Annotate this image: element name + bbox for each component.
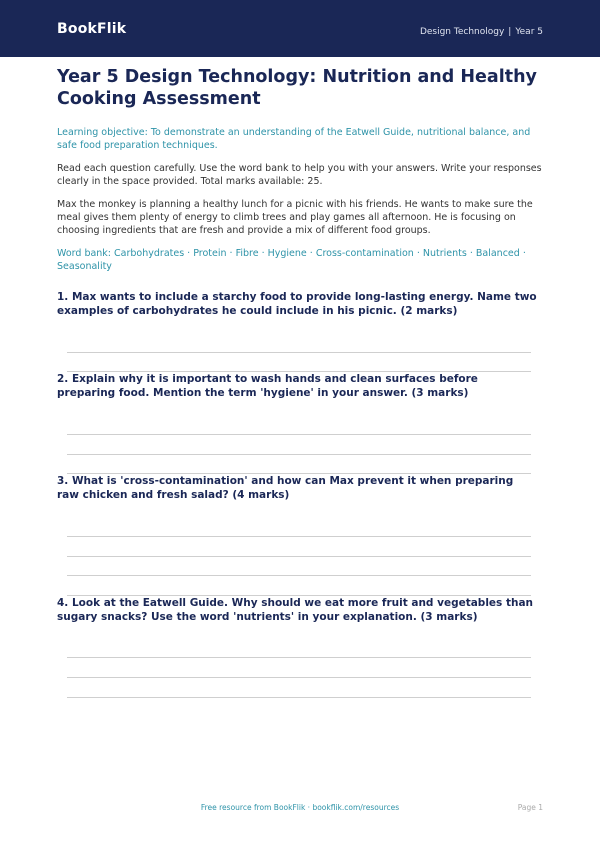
instructions-text: Read each question carefully. Use the word bank to help you with your answers. Write your responses clearly in the space provided. Total marks available: 25. bbox=[57, 163, 542, 187]
brand-logo: BookFlik bbox=[57, 21, 127, 37]
scenario-text: Max the monkey is planning a healthy lunch for a picnic with his friends. He wants to make sure the meal gives them plenty of energy to climb trees and play games all afternoon. He is focusing on choosing ingredients that are fresh and provide a mix of different food groups. bbox=[57, 199, 533, 236]
learning-objective: Learning objective: To demonstrate an understanding of the Eatwell Guide, nutritional balance, and safe food preparation techniques. bbox=[57, 127, 531, 151]
question-text: 4. Look at the Eatwell Guide. Why should we eat more fruit and vegetables than sugary snacks? Use the word 'nutrients' in your explanation. (3 marks) bbox=[57, 597, 534, 623]
answer-line[interactable] bbox=[67, 352, 531, 353]
answer-line[interactable] bbox=[67, 556, 531, 557]
answer-line[interactable] bbox=[67, 697, 531, 698]
answer-line[interactable] bbox=[67, 677, 531, 678]
answer-line[interactable] bbox=[67, 454, 531, 455]
answer-line[interactable] bbox=[67, 536, 531, 537]
header-subject-year bbox=[420, 28, 543, 37]
question-2 bbox=[57, 372, 537, 400]
question-1 bbox=[57, 290, 537, 318]
question-3 bbox=[57, 474, 537, 502]
page-title: Year 5 Design Technology: Nutrition and Healthy Cooking Assessment bbox=[57, 67, 537, 109]
question-text: 1. Max wants to include a starchy food to provide long-lasting energy. Name two examples of carbohydrates he could include in his picnic. (2 marks) bbox=[57, 291, 537, 317]
answer-line[interactable] bbox=[67, 434, 531, 435]
page-number: Page 1 bbox=[517, 803, 543, 812]
answer-line[interactable] bbox=[67, 657, 531, 658]
question-text: 3. What is 'cross-contamination' and how can Max prevent it when preparing raw chicken and fresh salad? (4 marks) bbox=[57, 475, 514, 501]
question-4 bbox=[57, 596, 537, 624]
header-year: Year 5 bbox=[515, 27, 543, 37]
worksheet-intro bbox=[57, 66, 543, 273]
header-separator: | bbox=[508, 27, 512, 37]
answer-line[interactable] bbox=[67, 575, 531, 576]
header-subject: Design Technology bbox=[419, 27, 505, 37]
footer-resource-link[interactable]: Free resource from BookFlik · bookflik.com/resources bbox=[200, 803, 400, 812]
word-bank: Word bank: Carbohydrates · Protein · Fibre · Hygiene · Cross-contamination · Nutrients · Balanced · Seasonality bbox=[57, 248, 526, 272]
question-text: 2. Explain why it is important to wash hands and clean surfaces before preparing food. Mention the term 'hygiene' in your answer. (3 marks) bbox=[57, 373, 478, 399]
page-header bbox=[0, 0, 600, 57]
